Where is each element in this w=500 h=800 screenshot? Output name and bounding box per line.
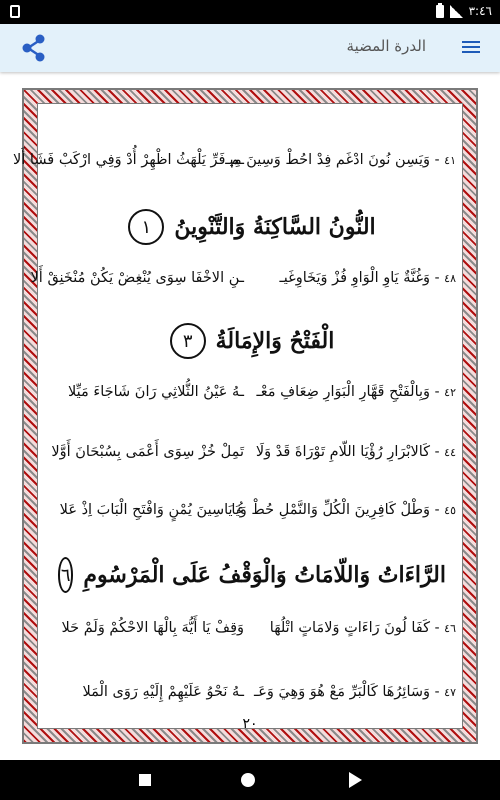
poem-content xyxy=(13,104,466,732)
verse-number: ٤١ xyxy=(444,154,456,167)
verse-second-hemistich: وَقِفْ يَا أَيُّهَ بِالْهَا الاحْكُمْ وَلَمْ حَلا xyxy=(61,620,244,636)
verse-first-hemistich: ٤١ - وَيَسِن نُونَ ادْغَم فِدْ احُطْ وَسِينَ مِيـ xyxy=(225,152,456,168)
verse-line xyxy=(13,146,456,186)
section-heading xyxy=(58,552,446,598)
app-bar xyxy=(0,24,500,72)
back-button-icon[interactable] xyxy=(349,772,362,788)
hamburger-menu-icon xyxy=(462,41,480,43)
section-title: النُّونُ السَّاكِنَةُ وَالتَّنْوِينُ xyxy=(174,214,376,240)
verse-second-hemistich: ءُ يَاسِينَ يُمْنٍ وَافْتَحِ الْبَابَ اِذْ عَلا xyxy=(59,502,244,518)
verse-line xyxy=(48,614,456,654)
section-number-badge: ١ xyxy=(128,209,164,245)
signal-icon xyxy=(450,5,463,18)
verse-first-hemistich: ٤٤ - كَالابْرَارِ رُؤْيَا اللّامِ تَوْرَاةَ قَدْ وَلَا xyxy=(255,444,456,460)
verse-line xyxy=(48,378,456,418)
verse-number: ٤٢ xyxy=(444,386,456,399)
verse-line xyxy=(48,678,456,718)
verse-number: ٤٧ xyxy=(444,686,456,699)
section-heading xyxy=(58,204,446,250)
verse-first-hemistich: ٤٨ - وَغُنَّةٌ يَاوِ الْوَاوِ فُزْ وَيَخَاوِغَيـ xyxy=(279,270,456,286)
status-icons xyxy=(436,4,492,18)
page-frame xyxy=(13,88,478,744)
section-title: الرَّاءَاتُ وَاللّامَاتُ وَالْوَقْفُ عَلَى الْمَرْسُومِ xyxy=(83,562,446,588)
status-time: ٣:٤٦ xyxy=(468,4,492,18)
verse-line xyxy=(48,438,456,478)
page-content-area[interactable] xyxy=(13,103,463,729)
verse-first-hemistich: ٤٧ - وَسَائِرُهَا كَالْبَرِّ مَعْ هُوَ وَهِيَ وَعَـ xyxy=(253,684,456,700)
verse-second-hemistich: ـنِ الاخْفَا سِوَى يُنْغِضْ يَكُنْ مُنْخَنِقْ أَلا xyxy=(30,270,244,286)
section-heading xyxy=(58,318,446,364)
menu-button[interactable] xyxy=(462,40,480,54)
verse-number: ٤٥ xyxy=(444,504,456,517)
verse-number: ٤٨ xyxy=(444,272,456,285)
page-number: ٢٠ xyxy=(242,716,258,732)
status-bar xyxy=(0,0,500,24)
home-button-icon[interactable] xyxy=(241,773,255,787)
verse-first-hemistich: ٤٢ - وَبِالْفَتْحِ قَهَّارِ الْبَوَارِ ضِعَافِ مَعْـ xyxy=(256,384,456,400)
verse-line xyxy=(30,264,456,304)
verse-second-hemistich: ـم فَرِّ يَلْهَثُ اظْهِرْ أُدْ وَفِي ارْكَبْ فَشَا أَلا xyxy=(13,152,244,168)
section-title: الْفَتْحُ وَالإِمَالَةُ xyxy=(215,328,335,354)
navigation-bar xyxy=(0,760,500,800)
app-title: الدرة المضية xyxy=(346,37,426,55)
verse-first-hemistich: ٤٦ - كَفَا لُونَ رَاءَاتٍ وَلامَاتٍ اتْلُهَا xyxy=(269,620,456,636)
verse-second-hemistich: ـهُ عَيْنُ الثُّلاثِي رَانَ شَاجَاءَ مَيِّلا xyxy=(68,384,244,400)
verse-number: ٤٦ xyxy=(444,622,456,635)
verse-number: ٤٤ xyxy=(444,446,456,459)
recents-button-icon[interactable] xyxy=(139,774,151,786)
verse-second-hemistich: ـهُ نَحْوُ عَلَيْهِمْ إِلَيْهِ رَوَى الْمَلا xyxy=(82,684,244,700)
share-button[interactable] xyxy=(18,32,50,64)
verse-first-hemistich: ٤٥ - وَطْلْ كَافِرِينَ الْكُلِّ وَالنَّمْلِ حُطْ وَيَا xyxy=(231,502,456,518)
battery-icon xyxy=(436,5,444,18)
section-number-badge: ٦ xyxy=(58,557,73,593)
sim-card-icon xyxy=(10,5,20,18)
verse-second-hemistich: تَمِلْ خُزْ سِوَى أَعْمَى بِسُبْحَانَ أَوَّلا xyxy=(51,444,244,460)
section-number-badge: ٣ xyxy=(170,323,206,359)
share-icon xyxy=(18,32,50,64)
verse-line xyxy=(48,496,456,536)
